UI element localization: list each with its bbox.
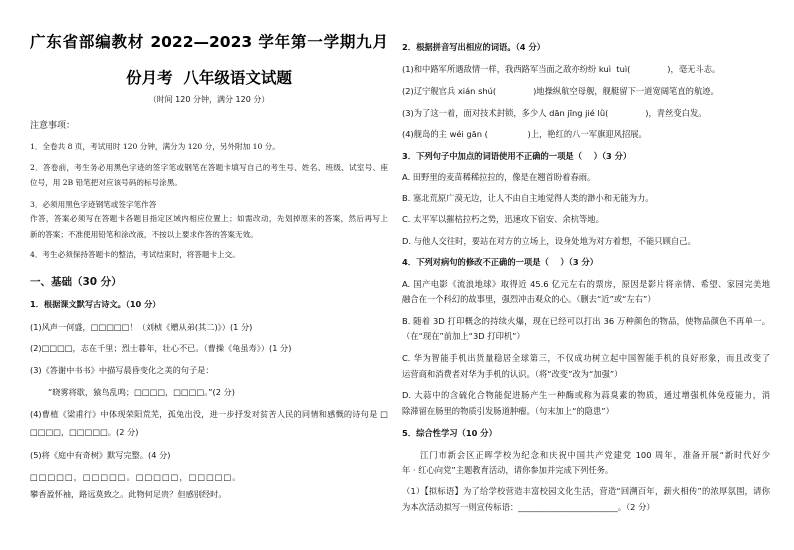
question-4-option-a-line-2: 融合在一个科幻的故事里，强烈冲击观众的心。（删去“近”或“左右”） (402, 294, 656, 304)
question-4-option-d-line-1: D. 大蒜中的含硫化合物能促进肠产生一种酶或称为蒜臭素的物质，通过增强机体免疫能力，消 (402, 390, 770, 400)
question-2-item-2: (2)辽宁舰官兵 xián shú( )地操纵航空母舰，舰艇留下一道宽阔笔直的航迹。 (402, 86, 719, 96)
note-2-line-1: 2．答卷前，考生务必用黑色字迹的签字笔或钢笔在答题卡填写自己的考生号、姓名、班级、试室号、座 (30, 163, 388, 172)
note-3-detail-line-1: 作答，答案必须写在答题卡各题目指定区域内相应位置上；如需改动，先划掉原来的答案，然后再写上 (30, 214, 388, 223)
question-1-item-4-line-1: (4)曹植《梁甫行》中体现荣阳荒芜，孤兔出没，进一步抒发对贫苦人民的同情和感慨的诗句是 □ (30, 409, 388, 419)
question-5-intro-line-2: 年 · 红心向党”主题教育活动，请你参加并完成下列任务。 (402, 465, 614, 475)
question-3-option-a: A. 田野里的麦苗稀稀拉拉的，像是在翘首盼着春雨。 (402, 172, 596, 182)
note-3-detail-line-2: 新的答案；不准使用铅笔和涂改液，不按以上要求作答的答案无效。 (30, 230, 258, 239)
question-4-option-c-line-2: 运营商和消费者对华为手机的认识。（将“改变”改为“加强”） (402, 369, 623, 379)
title-line-2: 份月考 八年级语文试题 (126, 69, 292, 87)
note-3: 3．必须用黑色字迹钢笔或签字笔作答 (30, 200, 157, 209)
notes-heading: 注意事项： (30, 121, 76, 131)
question-3-option-d: D. 与他人交往时，要站在对方的立场上，设身处地为对方着想，不能只顾自己。 (402, 236, 696, 246)
question-5-task-1-line-2: 为本次活动拟写一则宣传标语：________________________。（2 分） (402, 502, 655, 512)
question-1-item-5-blanks: □□□□□，□□□□□。□□□□□，□□□□□。 (30, 472, 242, 482)
question-1-item-3-quote: “晓雾将歇，猿鸟乱鸣；□□□□，□□□□。”(2 分) (48, 387, 235, 397)
question-4-stem: 4．下列对病句的修改不正确的一项是（ ）（3 分） (402, 257, 599, 267)
question-2-stem: 2．根据拼音写出相应的词语。（4 分） (402, 42, 546, 52)
question-5-stem: 5．综合性学习（10 分） (402, 428, 497, 438)
note-1: 1．全卷共 8 页，考试用时 120 分钟，满分为 120 分，另外附加 10 分。 (30, 142, 280, 151)
question-2-item-3: (3)为了这一着，面对技术封锁，多少人 dān jīng jié lǜ( )，青丝变白发。 (402, 108, 707, 118)
title-line-1: 广东省部编教材 2022—2023 学年第一学期九月 (30, 33, 388, 51)
note-4: 4．考生必须保持答题卡的整洁，考试结束时，将答题卡上交。 (30, 250, 240, 259)
question-4-option-b-line-1: B. 随着 3D 打印概念的持续火爆，现在已经可以打出 36 万种颜色的物品，使物品颜色不再单一。 (402, 316, 770, 326)
question-1-item-4-line-2: □□□□，□□□□□。(2 分) (30, 427, 139, 437)
question-4-option-a-line-1: A. 国产电影《流浪地球》取得近 45.6 亿元左右的票房，原因是影片将亲情、希望、家园完美地 (402, 279, 770, 289)
question-5-task-1-line-1: （1）【拟标语】为了给学校营造丰富校园文化生活，营造“回溯百年，薪火相传”的浓厚氛围，请你 (402, 486, 770, 496)
question-1-item-3: (3)《答谢中书书》中描写晨昏变化之美的句子是： (30, 365, 214, 375)
question-1-stem: 1．根据课文默写古诗文。（10 分） (30, 299, 161, 309)
question-1-item-5: (5)将《庭中有奇树》默写完整。(4 分) (30, 450, 171, 460)
question-5-intro-line-1: 江门市新会区正晖学校为纪念和庆祝中国共产党建党 100 周年，准备开展“新时代好少 (420, 450, 770, 460)
question-3-option-b: B. 塞北荒原广漠无边，让人不由自主地觉得人类的渺小和无能为力。 (402, 193, 654, 203)
question-3-option-c: C. 太平军以摧枯拉朽之势，迅速攻下宿安、余杭等地。 (402, 214, 604, 224)
question-1-item-1: (1)风声一何盛，□□□□□！（刘桢《赠从弟(其二)》）(1 分) (30, 322, 253, 332)
exam-time-subtitle: （时间 120 分钟，满分 120 分） (148, 95, 270, 104)
question-4-option-b-line-2: （在“现在”前加上“3D 打印机”） (402, 331, 525, 341)
question-1-item-5-given-lines: 攀香盈怀袖，路远莫致之。此物何足贵？但感别经时。 (30, 489, 227, 499)
question-2-item-4: (4)舰岛的主 wéi gān ( )上，艳红的八一军旗迎风招展。 (402, 129, 647, 139)
question-4-option-d-line-2: 除滞留在肠里的物质引发肠道肿瘤。（句末加上“的隐患”） (402, 406, 614, 416)
section-1-heading: 一、基础（30 分） (30, 276, 122, 288)
question-3-stem: 3．下列句子中加点的词语使用不正确的一项是（ ）（3 分） (402, 151, 632, 161)
question-4-option-c-line-1: C. 华为智能手机出货量稳居全球第三，不仅成功树立起中国智能手机的良好形象，而且改变了 (402, 353, 770, 363)
question-1-item-2: (2)□□□□，志在千里；烈士暮年，壮心不已。（曹操《龟虽寿》）(1 分) (30, 343, 292, 353)
note-2-line-2: 位号，用 2B 铅笔把对应该号码的标号涂黑。 (30, 178, 182, 187)
question-2-item-1: (1)和中路军所遇敌情一样，我西路军当面之敌亦纷纷 kuì tuì( )，毫无斗志。 (402, 64, 721, 74)
